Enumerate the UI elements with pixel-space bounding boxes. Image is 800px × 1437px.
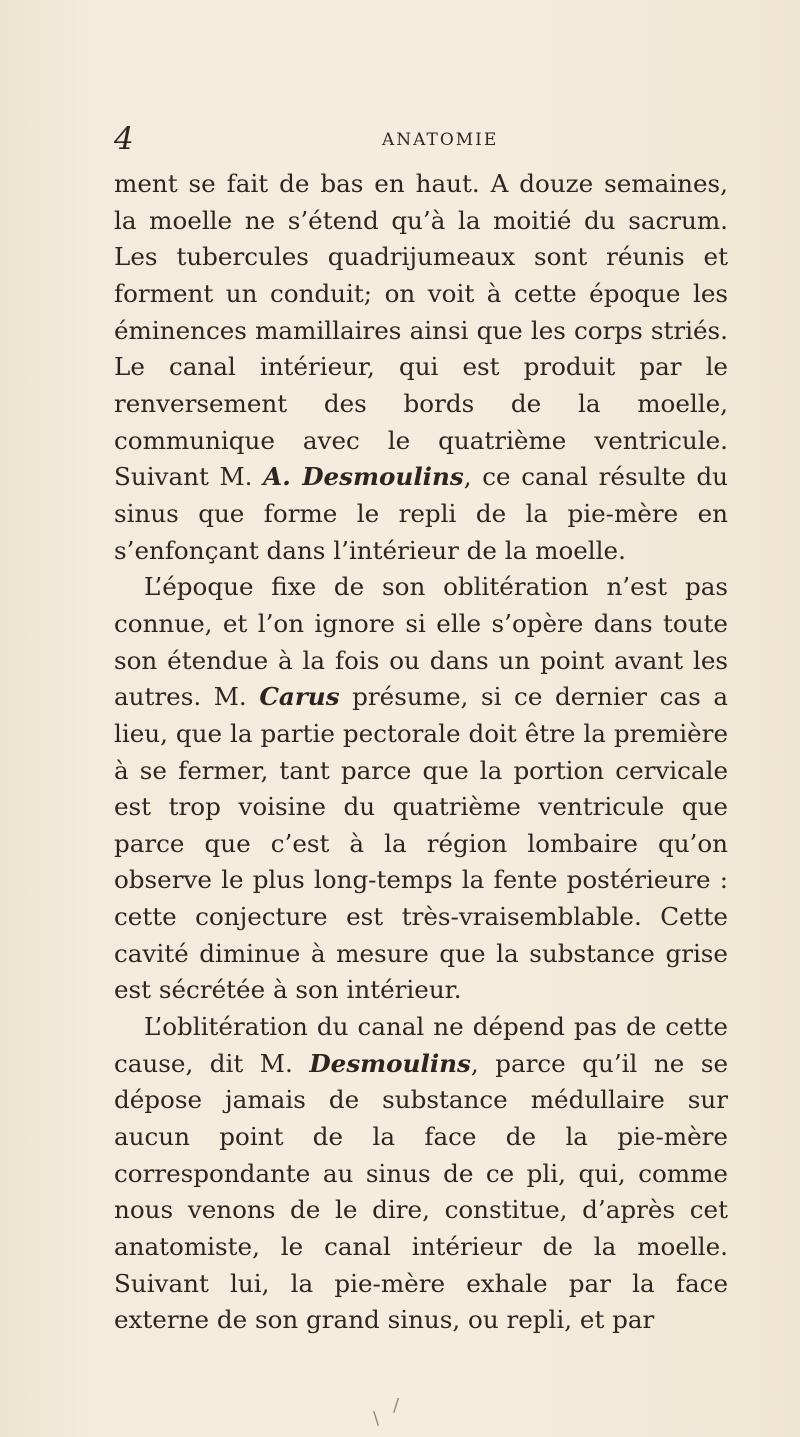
stray-slash-mark: / xyxy=(393,1395,400,1416)
paragraph-2-text: L’époque fixe de son oblitération n’est pas connue, et l’on ignore si elle s’opère dans toute son étendue à la fois ou dans un point avant les autres. M. xyxy=(114,572,728,712)
paragraph-1-text: ment se fait de bas en haut. A douze semaines, la moelle ne s’étend qu’à la moitié du sacrum. Les tubercules quadrijumeaux sont réunis et forment un conduit; on voit à cette époque les éminences mamillaires ainsi que les corps striés. Le canal intérieur, qui est produit par le renversement des bords de la moelle, communique avec le quatrième ventricule. Suivant M. xyxy=(114,169,728,492)
paragraph-3-text-end: , parce qu’il ne se dépose jamais de substance médullaire sur aucun point de la face de la pie-mère correspondante au sinus de ce pli, qui, comme nous venons de le dire, constitue, d’après cet anatomiste, le canal intérieur de la moelle. Suivant lui, la pie-mère exhale par la face externe de son grand sinus, ou repli, et par xyxy=(114,1048,729,1335)
author-name-desmoulins-2: Desmoulins xyxy=(309,1048,471,1078)
header-title: ANATOMIE xyxy=(382,130,499,150)
body-text xyxy=(114,166,728,1339)
paragraph-3-text: L’oblitération du canal ne dépend pas de cette cause, dit M. xyxy=(114,1012,728,1078)
paragraph-2 xyxy=(114,569,728,1009)
running-head xyxy=(114,122,724,162)
author-name-carus: Carus xyxy=(259,682,340,712)
author-name-desmoulins: A. Desmoulins xyxy=(263,462,464,492)
paragraph-3 xyxy=(114,1009,728,1339)
paragraph-2-text-end: présume, si ce dernier cas a lieu, que la partie pectorale doit être la première à se fermer, tant parce que la portion cervicale est trop voisine du quatrième ventricule que parce que c’est à la région lombaire qu’on observe le plus long-temps la fente postérieure : cette conjecture est très-vraisemblable. Cette cavité diminue à mesure que la substance grise est sécrétée à son intérieur. xyxy=(114,682,728,1005)
paragraph-1-text-end: , ce canal résulte du sinus que forme le repli de la pie-mère en s’enfonçant dans l’intérieur de la moelle. xyxy=(114,462,728,565)
page-number: 4 xyxy=(114,121,134,157)
stray-tick-mark: \ xyxy=(373,1408,380,1429)
paragraph-1 xyxy=(114,166,728,569)
